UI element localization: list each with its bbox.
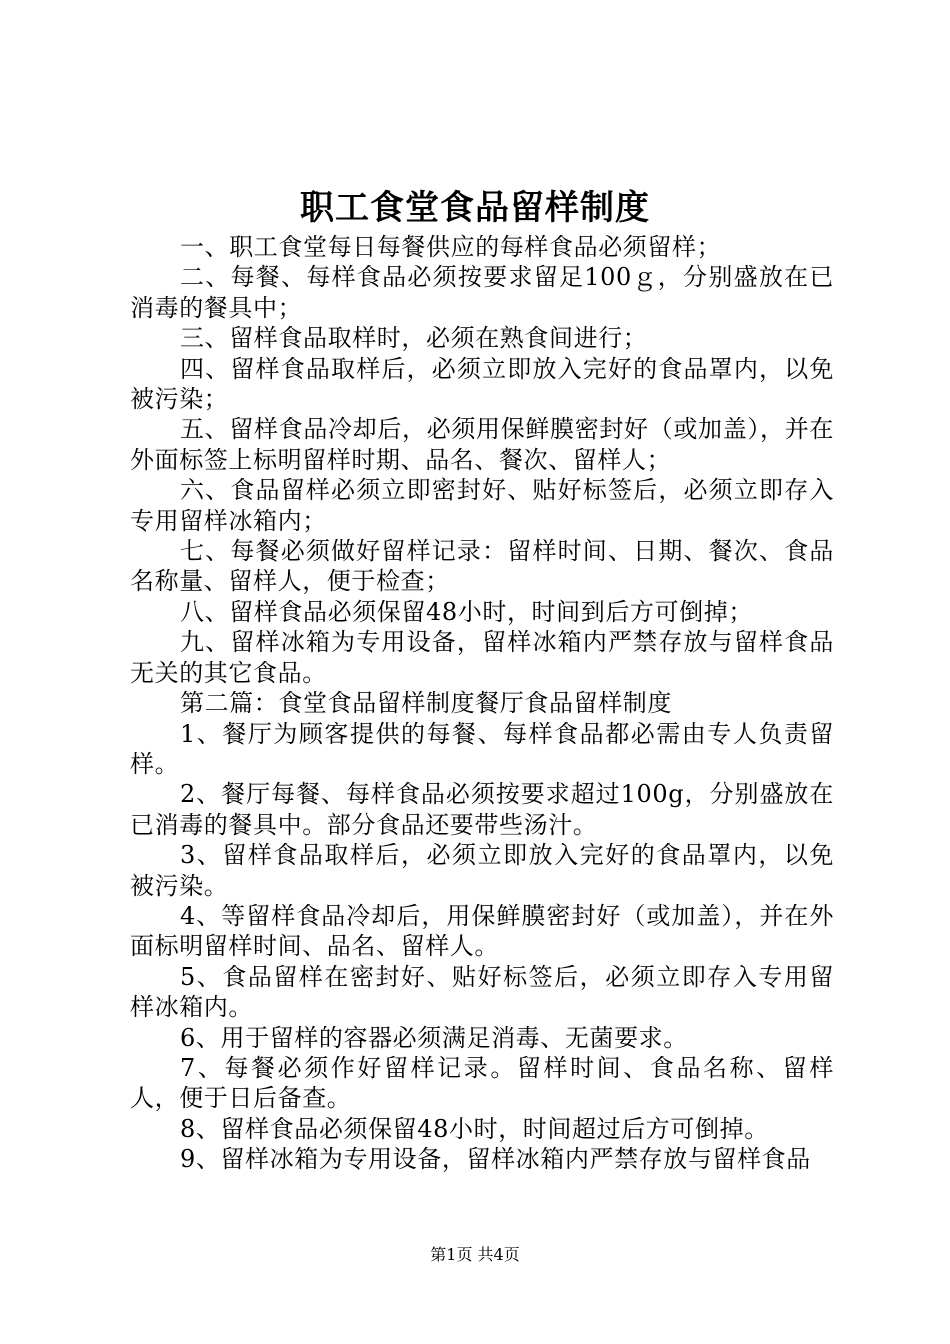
paragraph: 一、职工食堂每日每餐供应的每样食品必须留样； bbox=[180, 233, 722, 261]
paragraph: 6、用于留样的容器必须满足消毒、无菌要求。 bbox=[180, 1023, 688, 1052]
paragraph: 九、留样冰箱为专用设备，留样冰箱内严禁存放与留样食品无关的其它食品。 bbox=[130, 628, 834, 687]
paragraph: 五、留样食品冷却后，必须用保鲜膜密封好（或加盖），并在外面标签上标明留样时期、品名、餐次、留样人； bbox=[130, 415, 834, 474]
paragraph: 三、留样食品取样时，必须在熟食间进行； bbox=[180, 324, 648, 353]
paragraph: 2、餐厅每餐、每样食品必须按要求超过100g，分别盛放在已消毒的餐具中。部分食品还要带些汤汁。 bbox=[130, 780, 834, 839]
paragraph: 3、留样食品取样后，必须立即放入完好的食品罩内，以免被污染。 bbox=[130, 841, 834, 900]
paragraph: 1、餐厅为顾客提供的每餐、每样食品都必需由专人负责留样。 bbox=[130, 719, 834, 778]
paragraph: 八、留样食品必须保留48小时，时间到后方可倒掉； bbox=[180, 597, 753, 626]
paragraph: 二、每餐、每样食品必须按要求留足100ｇ，分别盛放在已消毒的餐具中； bbox=[130, 263, 834, 322]
page-number-footer: 第1页 共4页 bbox=[430, 1245, 520, 1264]
paragraph: 四、留样食品取样后，必须立即放入完好的食品罩内，以免被污染； bbox=[130, 354, 834, 414]
paragraph: 六、食品留样必须立即密封好、贴好标签后，必须立即存入专用留样冰箱内； bbox=[130, 476, 834, 535]
paragraph: 9、留样冰箱为专用设备，留样冰箱内严禁存放与留样食品 bbox=[180, 1145, 811, 1174]
document-title: 职工食堂食品留样制度 bbox=[300, 188, 650, 228]
document-body bbox=[130, 232, 834, 1175]
paragraph: 七、每餐必须做好留样记录：留样时间、日期、餐次、食品名称量、留样人，便于检查； bbox=[130, 537, 834, 596]
paragraph: 5、食品留样在密封好、贴好标签后，必须立即存入专用留样冰箱内。 bbox=[130, 962, 834, 1022]
section-heading: 第二篇：食堂食品留样制度餐厅食品留样制度 bbox=[180, 689, 672, 718]
paragraph: 4、等留样食品冷却后，用保鲜膜密封好（或加盖），并在外面标明留样时间、品名、留样人。 bbox=[130, 901, 834, 961]
paragraph: 7、每餐必须作好留样记录。留样时间、食品名称、留样人，便于日后备查。 bbox=[130, 1053, 834, 1113]
paragraph: 8、留样食品必须保留48小时，时间超过后方可倒掉。 bbox=[180, 1114, 769, 1143]
